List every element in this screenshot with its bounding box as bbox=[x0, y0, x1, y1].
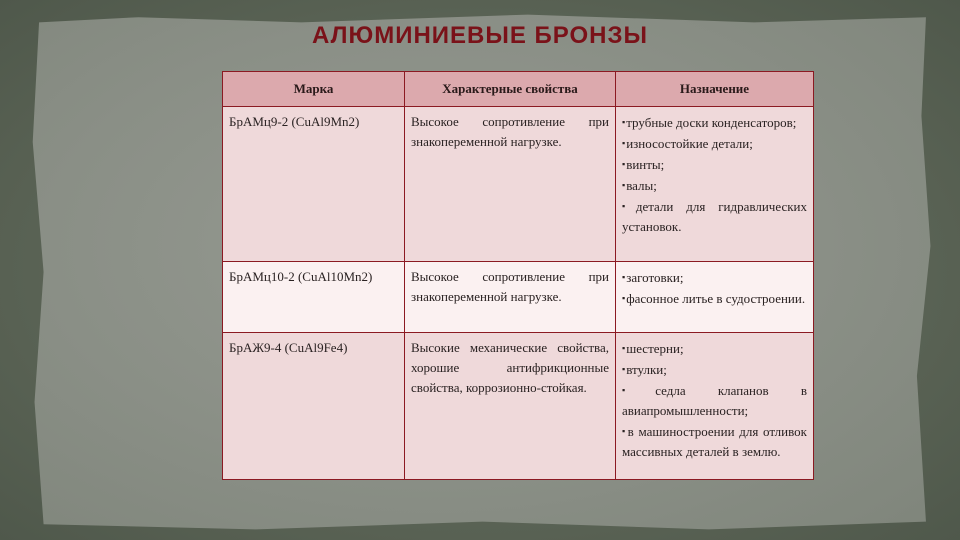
list-item: ▪ винты; bbox=[622, 154, 807, 175]
bronze-table bbox=[222, 71, 814, 480]
properties-cell: Высокое сопротивление при знакопеременной нагрузке. bbox=[405, 107, 616, 262]
list-item: ▪ износостойкие детали; bbox=[622, 133, 807, 154]
table-row bbox=[223, 333, 814, 480]
uses-cell bbox=[616, 333, 814, 480]
header-properties: Характерные свойства bbox=[405, 72, 616, 107]
uses-cell bbox=[616, 107, 814, 262]
list-item: ▪ заготовки; bbox=[622, 267, 807, 288]
list-item: ▪ фасонное литье в судостроении. bbox=[622, 288, 807, 309]
uses-list bbox=[622, 338, 807, 462]
uses-list bbox=[622, 267, 807, 309]
grade-cell: БрАМц10-2 (CuAl10Mn2) bbox=[223, 262, 405, 333]
slide-title: АЛЮМИНИЕВЫЕ БРОНЗЫ bbox=[311, 22, 649, 49]
list-item: ▪ седла клапанов в авиапромышленности; bbox=[622, 380, 807, 421]
properties-cell: Высокие механические свойства, хорошие антифрикционные свойства, коррозионно-стойкая. bbox=[405, 333, 616, 480]
list-item: ▪ в машиностроении для отливок массивных деталей в землю. bbox=[622, 421, 807, 462]
header-grade: Марка bbox=[223, 72, 405, 107]
uses-cell bbox=[616, 262, 814, 333]
list-item: ▪ втулки; bbox=[622, 359, 807, 380]
table-row bbox=[223, 107, 814, 262]
grade-cell: БрАМц9-2 (CuAl9Mn2) bbox=[223, 107, 405, 262]
properties-cell: Высокое сопротивление при знакопеременной нагрузке. bbox=[405, 262, 616, 333]
list-item: ▪ детали для гидравлических установок. bbox=[622, 196, 807, 237]
list-item: ▪ трубные доски конденсаторов; bbox=[622, 112, 807, 133]
table-row bbox=[223, 262, 814, 333]
header-uses: Назначение bbox=[616, 72, 814, 107]
grade-cell: БрАЖ9-4 (CuAl9Fe4) bbox=[223, 333, 405, 480]
uses-list bbox=[622, 112, 807, 237]
list-item: ▪ шестерни; bbox=[622, 338, 807, 359]
list-item: ▪ валы; bbox=[622, 175, 807, 196]
header-row bbox=[223, 72, 814, 107]
